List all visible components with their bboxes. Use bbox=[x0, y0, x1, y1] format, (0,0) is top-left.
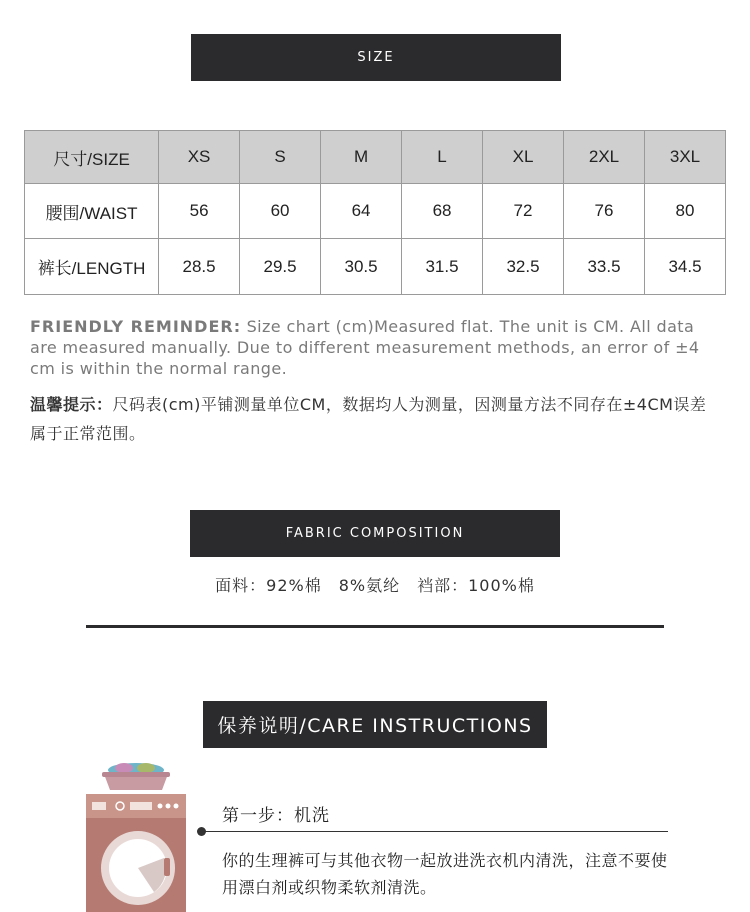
table-cell: 60 bbox=[240, 184, 321, 239]
table-cell: 56 bbox=[159, 184, 240, 239]
header-cell: M bbox=[321, 131, 402, 184]
table-cell: 76 bbox=[564, 184, 645, 239]
table-cell: 33.5 bbox=[564, 239, 645, 295]
table-cell: 28.5 bbox=[159, 239, 240, 295]
washing-machine-icon bbox=[84, 758, 188, 912]
row-label-cell: 裤长/LENGTH bbox=[25, 239, 159, 295]
table-cell: 32.5 bbox=[483, 239, 564, 295]
reminder-cn-text: 尺码表(cm)平铺测量单位CM，数据均人为测量，因测量方法不同存在±4CM误差属于正常范围。 bbox=[30, 395, 707, 443]
header-cell: 2XL bbox=[564, 131, 645, 184]
reminder-en-label: FRIENDLY REMINDER: bbox=[30, 317, 242, 336]
header-cell: 尺寸/SIZE bbox=[25, 131, 159, 184]
step-title: 第一步：机洗 bbox=[222, 806, 330, 826]
table-cell: 68 bbox=[402, 184, 483, 239]
fabric-banner-label: FABRIC COMPOSITION bbox=[285, 526, 465, 541]
step-description: 你的生理裤可与其他衣物一起放进洗衣机内清洗，注意不要使用漂白剂或织物柔软剂清洗。 bbox=[222, 851, 668, 897]
step-underline bbox=[202, 831, 668, 832]
fabric-banner bbox=[190, 510, 560, 557]
table-row bbox=[25, 239, 726, 295]
table-header-row bbox=[25, 131, 726, 184]
table-cell: 31.5 bbox=[402, 239, 483, 295]
header-cell: 3XL bbox=[644, 131, 725, 184]
size-banner-label: SIZE bbox=[357, 50, 395, 65]
header-cell: S bbox=[240, 131, 321, 184]
table-cell: 30.5 bbox=[321, 239, 402, 295]
header-cell: XL bbox=[483, 131, 564, 184]
care-banner bbox=[203, 701, 547, 748]
header-cell: XS bbox=[159, 131, 240, 184]
reminder-chinese bbox=[30, 390, 720, 448]
table-cell: 64 bbox=[321, 184, 402, 239]
reminder-cn-label: 温馨提示： bbox=[30, 395, 113, 414]
table-cell: 72 bbox=[483, 184, 564, 239]
section-divider bbox=[86, 625, 664, 628]
fabric-composition-text: 面料：92%棉 8%氨纶 裆部：100%棉 bbox=[215, 576, 535, 595]
reminder-english bbox=[30, 316, 720, 379]
table-cell: 34.5 bbox=[644, 239, 725, 295]
row-label-cell: 腰围/WAIST bbox=[25, 184, 159, 239]
header-cell: L bbox=[402, 131, 483, 184]
reminder-en-text: Size chart (cm)Measured flat. The unit is CM. All data are measured manually. Due to different measurement methods, an error of ±4 cm is within the normal range. bbox=[30, 317, 700, 378]
size-table bbox=[24, 130, 726, 295]
size-banner bbox=[191, 34, 561, 81]
care-banner-label: 保养说明/CARE INSTRUCTIONS bbox=[217, 715, 533, 737]
table-cell: 29.5 bbox=[240, 239, 321, 295]
table-row bbox=[25, 184, 726, 239]
table-cell: 80 bbox=[644, 184, 725, 239]
